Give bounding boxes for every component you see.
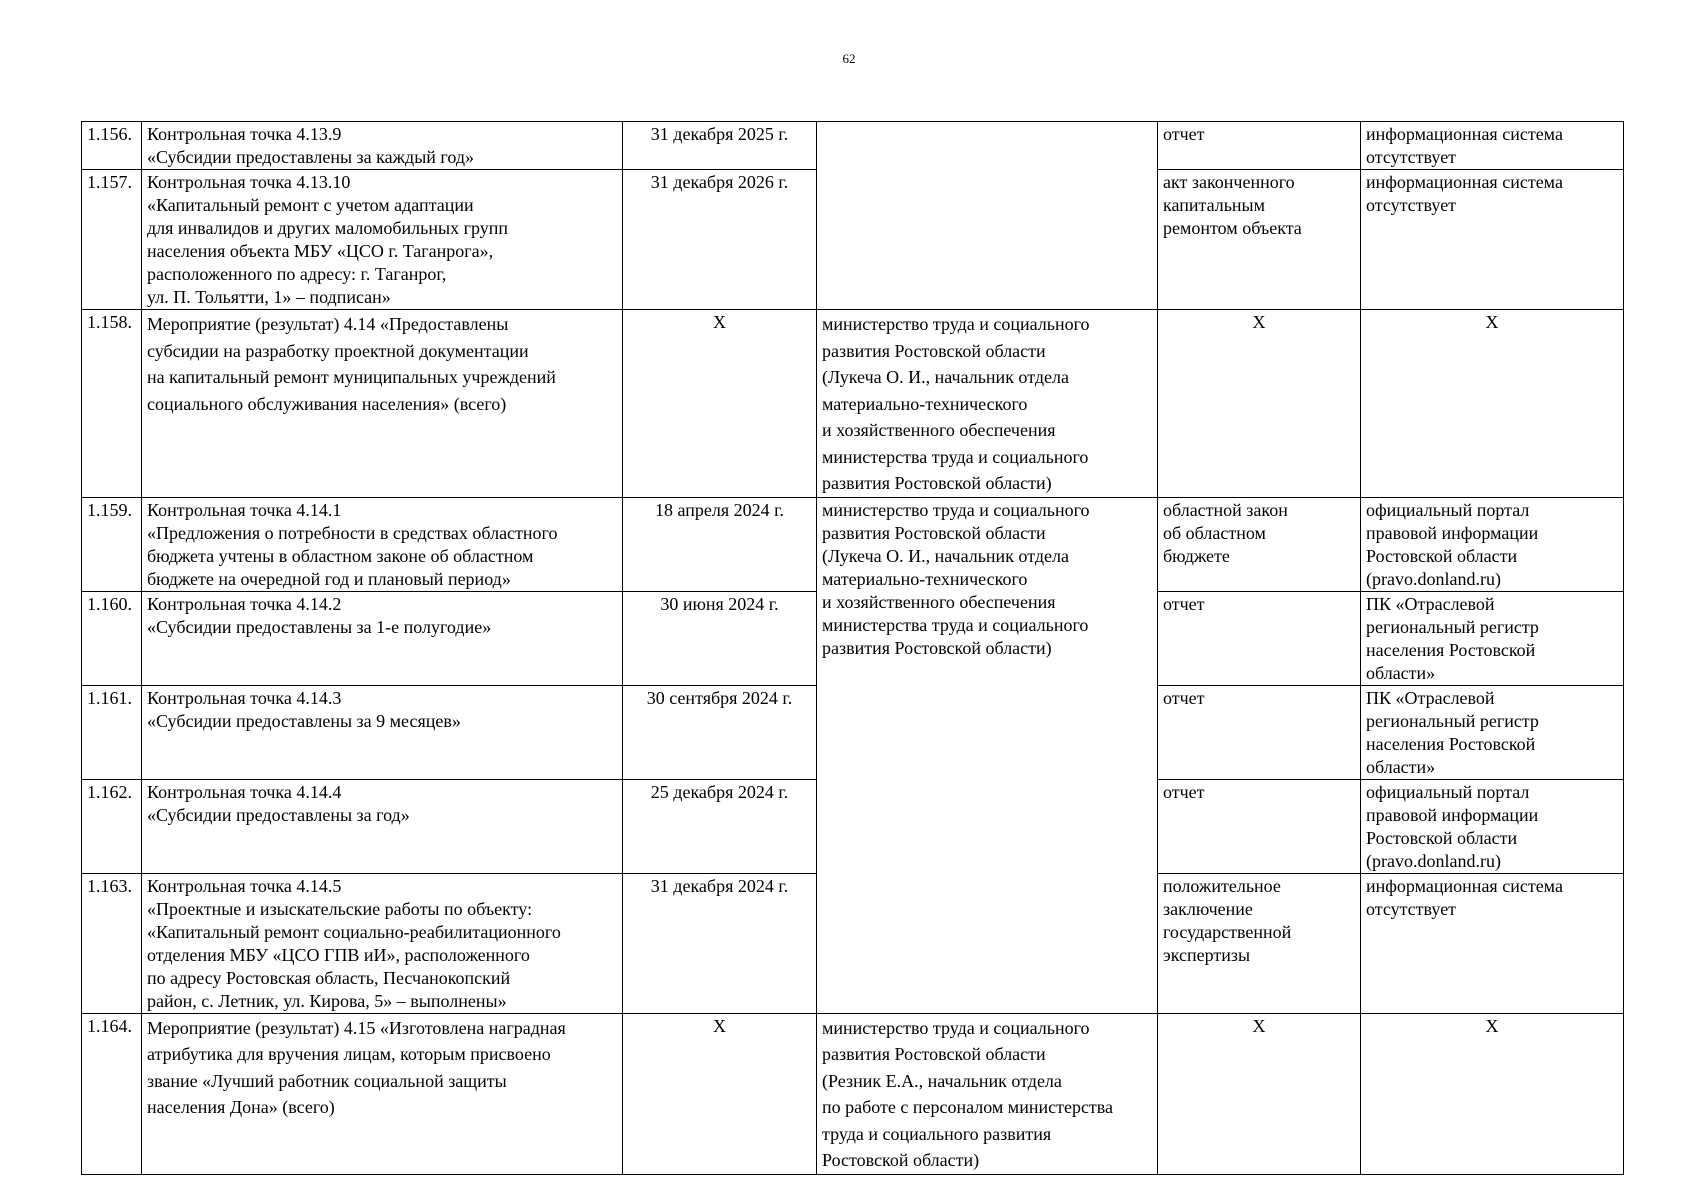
event-name: Контрольная точка 4.13.9 «Субсидии предоставлены за каждый год» (142, 122, 623, 170)
document-type: отчет (1158, 122, 1361, 170)
event-name: Контрольная точка 4.14.3 «Субсидии предоставлены за 9 месяцев» (142, 685, 623, 779)
responsible-cell (817, 122, 1158, 310)
information-system: X (1361, 1013, 1624, 1174)
information-system: официальный портал правовой информации Ростовской области (pravo.donland.ru) (1361, 779, 1624, 873)
table-row (82, 497, 1624, 591)
event-name: Контрольная точка 4.14.2 «Субсидии предоставлены за 1-е полугодие» (142, 591, 623, 685)
document-type: отчет (1158, 685, 1361, 779)
plan-table (81, 121, 1624, 1175)
due-date: X (623, 1013, 817, 1174)
row-number: 1.162. (82, 779, 142, 873)
due-date: 30 сентября 2024 г. (623, 685, 817, 779)
row-number: 1.156. (82, 122, 142, 170)
document-type: X (1158, 1013, 1361, 1174)
row-number: 1.158. (82, 310, 142, 498)
event-name: Контрольная точка 4.14.5 «Проектные и изыскательские работы по объекту: «Капитальный ремонт социально-реабилитационного отделения МБУ «ЦСО ГПВ иИ», расположенного по адресу Ростовская область, Песчанокопский район, с. Летник, ул. Кирова, 5» – выполнены» (142, 873, 623, 1013)
document-type: X (1158, 310, 1361, 498)
document-type: областной закон об областном бюджете (1158, 497, 1361, 591)
table-row (82, 1013, 1624, 1174)
information-system: X (1361, 310, 1624, 498)
event-name: Контрольная точка 4.14.4 «Субсидии предоставлены за год» (142, 779, 623, 873)
responsible-cell: министерство труда и социального развития Ростовской области (Лукеча О. И., начальник отдела материально-технического и хозяйственного обеспечения министерства труда и социального развития Ростовской области) (817, 310, 1158, 498)
row-number: 1.163. (82, 873, 142, 1013)
row-number: 1.161. (82, 685, 142, 779)
due-date: 30 июня 2024 г. (623, 591, 817, 685)
row-number: 1.157. (82, 170, 142, 310)
table-row (82, 310, 1624, 498)
row-number: 1.159. (82, 497, 142, 591)
information-system: ПК «Отраслевой региональный регистр населения Ростовской области» (1361, 591, 1624, 685)
document-type: отчет (1158, 591, 1361, 685)
row-number: 1.160. (82, 591, 142, 685)
table-row (82, 122, 1624, 170)
event-name: Мероприятие (результат) 4.14 «Предоставлены субсидии на разработку проектной документации на капитальный ремонт муниципальных учреждений социального обслуживания населения» (всего) (142, 310, 623, 498)
due-date: 31 декабря 2025 г. (623, 122, 817, 170)
due-date: 18 апреля 2024 г. (623, 497, 817, 591)
event-name: Контрольная точка 4.13.10 «Капитальный ремонт с учетом адаптации для инвалидов и других маломобильных групп населения объекта МБУ «ЦСО г. Таганрога», расположенного по адресу: г. Таганрог, ул. П. Тольятти, 1» – подписан» (142, 170, 623, 310)
document-type: положительное заключение государственной экспертизы (1158, 873, 1361, 1013)
due-date: 25 декабря 2024 г. (623, 779, 817, 873)
information-system: информационная система отсутствует (1361, 170, 1624, 310)
row-number: 1.164. (82, 1013, 142, 1174)
information-system: ПК «Отраслевой региональный регистр населения Ростовской области» (1361, 685, 1624, 779)
information-system: информационная система отсутствует (1361, 122, 1624, 170)
event-name: Мероприятие (результат) 4.15 «Изготовлена наградная атрибутика для вручения лицам, которым присвоено звание «Лучший работник социальной защиты населения Дона» (всего) (142, 1013, 623, 1174)
responsible-cell: министерство труда и социального развития Ростовской области (Лукеча О. И., начальник отдела материально-технического и хозяйственного обеспечения министерства труда и социального развития Ростовской области) (817, 497, 1158, 1013)
event-name: Контрольная точка 4.14.1 «Предложения о потребности в средствах областного бюджета учтены в областном законе об областном бюджете на очередной год и плановый период» (142, 497, 623, 591)
information-system: официальный портал правовой информации Ростовской области (pravo.donland.ru) (1361, 497, 1624, 591)
information-system: информационная система отсутствует (1361, 873, 1624, 1013)
document-type: акт законченного капитальным ремонтом объекта (1158, 170, 1361, 310)
due-date: 31 декабря 2024 г. (623, 873, 817, 1013)
due-date: X (623, 310, 817, 498)
document-type: отчет (1158, 779, 1361, 873)
page-number: 62 (842, 51, 856, 66)
due-date: 31 декабря 2026 г. (623, 170, 817, 310)
responsible-cell: министерство труда и социального развития Ростовской области (Резник Е.А., начальник отдела по работе с персоналом министерства труда и социального развития Ростовской области) (817, 1013, 1158, 1174)
